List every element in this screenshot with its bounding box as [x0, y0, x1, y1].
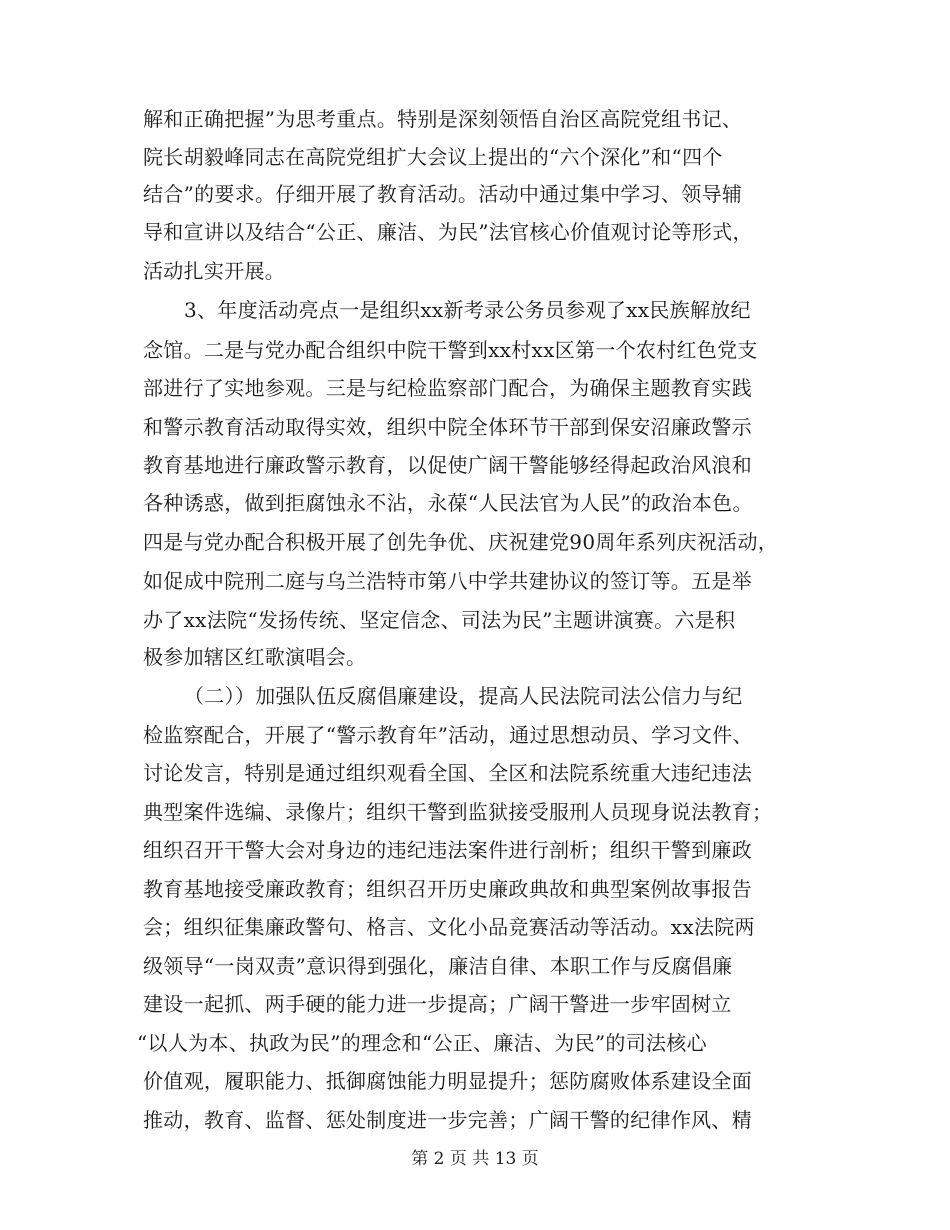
text-line: 3、年度活动亮点一是组织xx新考录公务员参观了xx民族解放纪: [184, 298, 751, 322]
text-line: 会；组织征集廉政警句、格言、文化小品竞赛活动等活动。xx法院两: [143, 915, 755, 939]
page-number-footer: 第 2 页 共 13 页: [411, 1149, 539, 1169]
text-line: 部进行了实地参观。三是与纪检监察部门配合，为确保主题教育实践: [143, 376, 752, 400]
text-line: 活动扎实开展。: [143, 259, 286, 283]
text-line: 级领导“一岗双责”意识得到强化，廉洁自律、本职工作与反腐倡廉: [143, 954, 733, 978]
text-line: 教育基地进行廉政警示教育，以促使广阔干警能够经得起政治风浪和: [143, 453, 752, 477]
text-line: 检监察配合，开展了“警示教育年”活动，通过思想动员、学习文件、: [143, 723, 753, 747]
text-line: 教育基地接受廉政教育；组织召开历史廉政典故和典型案例故事报告: [143, 877, 752, 901]
text-line: 组织召开干警大会对身边的违纪违法案件进行剖析；组织干警到廉政: [143, 838, 752, 862]
text-line: 讨论发言，特别是通过组织观看全国、全区和法院系统重大违纪违法: [143, 761, 752, 785]
text-line: 极参加辖区红歌演唱会。: [143, 645, 367, 669]
text-line: 各种诱惑，做到拒腐蚀永不沾，永葆“人民法官为人民”的政治本色。: [143, 491, 753, 515]
text-line: 结合”的要求。仔细开展了教育活动。活动中通过集中学习、领导辅: [143, 182, 743, 206]
text-line: 和警示教育活动取得实效，组织中院全体环节干部到保安沼廉政警示: [143, 415, 752, 439]
text-line: 价值观，履职能力、抵御腐蚀能力明显提升；惩防腐败体系建设全面: [143, 1069, 752, 1093]
text-line: 建设一起抓、两手硬的能力进一步提高；广阔干警进一步牢固树立: [143, 992, 732, 1016]
text-line: 如促成中院刑二庭与乌兰浩特市第八中学共建协议的签订等。五是举: [143, 569, 752, 593]
text-line: （二））加强队伍反腐倡廉建设，提高人民法院司法公信力与纪: [184, 684, 743, 708]
text-line: “以人为本、执政为民”的理念和“公正、廉洁、为民”的司法核心: [137, 1031, 707, 1055]
text-line: 院长胡毅峰同志在高院党组扩大会议上提出的“六个深化”和“四个: [143, 145, 723, 169]
text-line: 念馆。二是与党办配合组织中院干警到xx村xx区第一个农村红色党支: [143, 338, 758, 362]
text-line: 推动，教育、监督、惩处制度进一步完善；广阔干警的纪律作风、精: [143, 1108, 752, 1132]
text-line: 四是与党办配合积极开展了创先争优、庆祝建党90周年系列庆祝活动，: [143, 530, 779, 554]
text-line: 解和正确把握”为思考重点。特别是深刻领悟自治区高院党组书记、: [143, 107, 743, 131]
text-line: 导和宣讲以及结合“公正、廉洁、为民”法官核心价值观讨论等形式，: [143, 220, 753, 244]
text-line: 办了xx法院“发扬传统、坚定信念、司法为民”主题讲演赛。六是积: [143, 608, 736, 632]
text-line: 典型案件选编、录像片；组织干警到监狱接受服刑人员现身说法教育；: [143, 800, 773, 824]
